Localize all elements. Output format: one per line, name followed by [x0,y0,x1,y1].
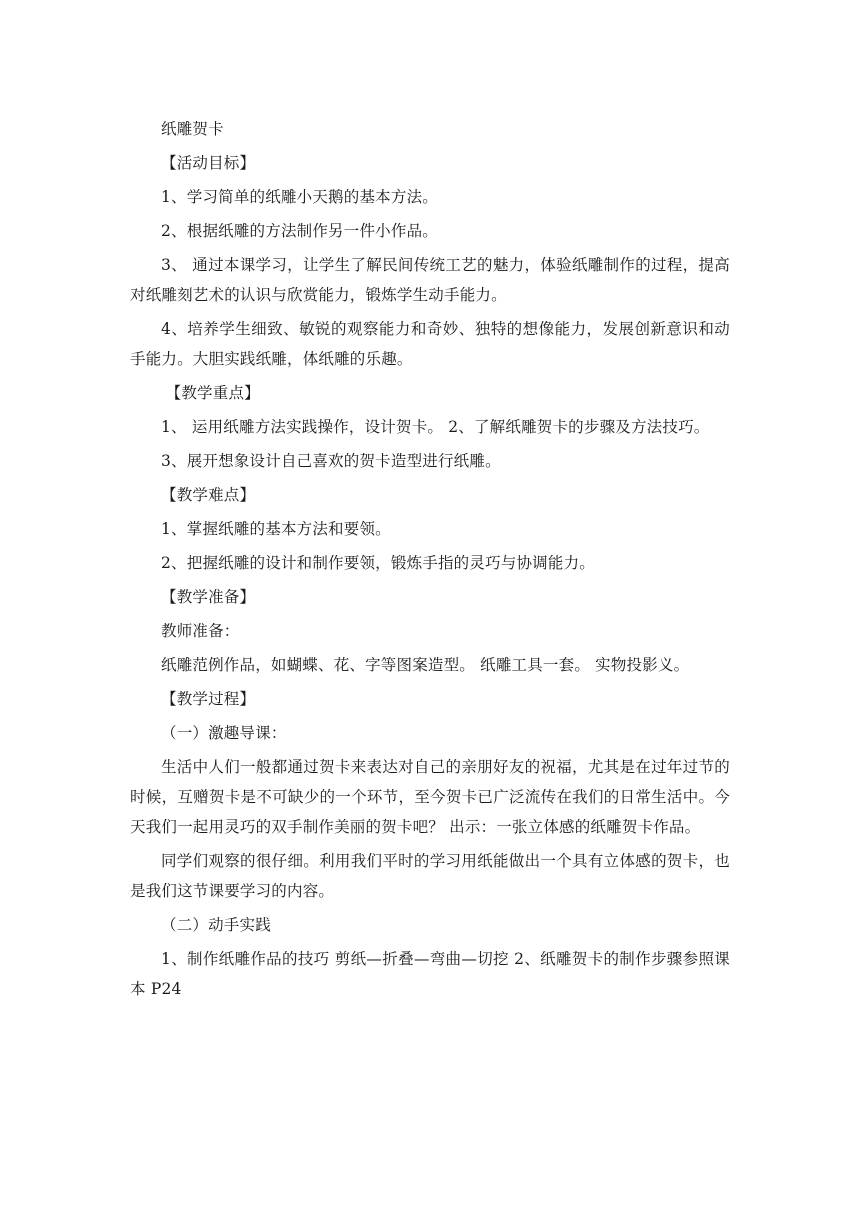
goal-item-1: 1、学习简单的纸雕小天鹅的基本方法。 [161,188,438,206]
document-title: 纸雕贺卡 [161,120,224,138]
document-body [130,114,730,1004]
process-step-2-body: 1、制作纸雕作品的技巧 剪纸—折叠—弯曲—切挖 2、纸雕贺卡的制作步骤参照课本 P24 [130,950,730,998]
goal-item-4: 4、培养学生细致、敏锐的观察能力和奇妙、独特的想像能力，发展创新意识和动手能力。大胆实践纸雕，体纸雕的乐趣。 [130,320,730,368]
section-heading-activity-goals: 【活动目标】 [161,154,256,172]
section-heading-preparation: 【教学准备】 [161,588,256,606]
goal-item-3: 3、 通过本课学习，让学生了解民间传统工艺的魅力，体验纸雕制作的过程，提高对纸雕刻艺术的认识与欣赏能力，锻炼学生动手能力。 [130,256,730,304]
difficulty-item-1: 1、掌握纸雕的基本方法和要领。 [161,520,391,538]
difficulty-item-2: 2、把握纸雕的设计和制作要领，锻炼手指的灵巧与协调能力。 [161,554,595,572]
process-step-1-body: 生活中人们一般都通过贺卡来表达对自己的亲朋好友的祝福，尤其是在过年过节的时候，互赠贺卡是不可缺少的一个环节，至今贺卡已广泛流传在我们的日常生活中。今天我们一起用灵巧的双手制作美丽的贺卡吧？ 出示：一张立体感的纸雕贺卡作品。 [130,758,730,836]
section-heading-difficulties: 【教学难点】 [161,486,256,504]
section-heading-key-points: 【教学重点】 [165,384,260,402]
key-point-item-1-2: 1、 运用纸雕方法实践操作，设计贺卡。 2、了解纸雕贺卡的步骤及方法技巧。 [161,418,710,436]
goal-item-2: 2、根据纸雕的方法制作另一件小作品。 [161,222,438,240]
section-heading-process: 【教学过程】 [161,690,256,708]
process-step-1-heading: （一）激趣导课： [161,724,287,742]
process-step-2-heading: （二）动手实践 [161,916,271,934]
teacher-preparation-items: 纸雕范例作品，如蝴蝶、花、字等图案造型。 纸雕工具一套。 实物投影义。 [161,656,690,674]
key-point-item-3: 3、展开想象设计自己喜欢的贺卡造型进行纸雕。 [161,452,501,470]
process-step-1-followup: 同学们观察的很仔细。利用我们平时的学习用纸能做出一个具有立体感的贺卡，也是我们这节课要学习的内容。 [130,852,730,900]
teacher-preparation-label: 教师准备： [161,622,240,640]
